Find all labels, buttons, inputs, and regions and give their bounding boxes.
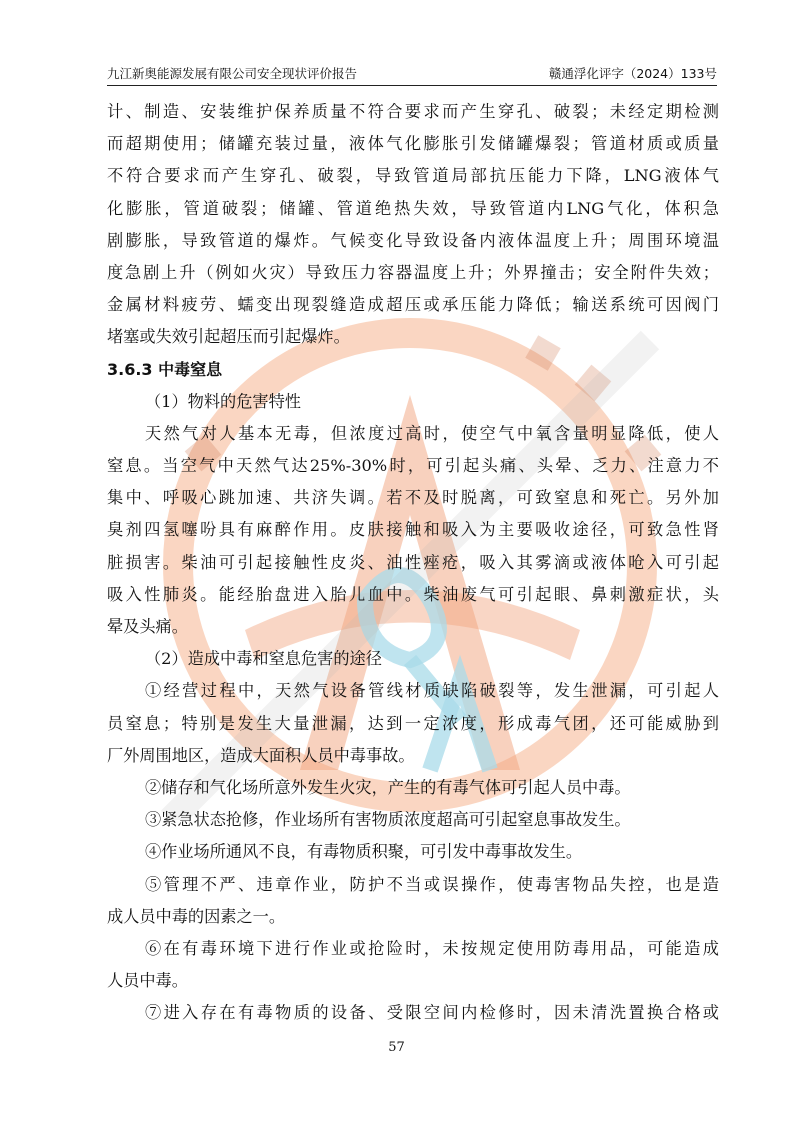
text-line: 剧膨胀，导致管道的爆炸。气候变化导致设备内液体温度上升；周围环境温 <box>107 230 719 250</box>
text-line: 天然气对人基本无毒，但浓度过高时，使空气中氧含量明显降低，使人 <box>145 423 719 443</box>
report-title: 九江新奥能源发展有限公司安全现状评价报告 <box>107 66 358 81</box>
section-heading: 3.6.3 中毒窒息 <box>107 359 223 379</box>
text-line: ⑦进入存在有毒物质的设备、受限空间内检修时，因未清洗置换合格或 <box>145 1003 719 1023</box>
text-line: ②储存和气化场所意外发生火灾，产生的有毒气体可引起人员中毒。 <box>145 777 631 797</box>
report-number: 赣通浮化评字（2024）133号 <box>548 66 717 81</box>
text-line: 臭剂四氢噻吩具有麻醉作用。皮肤接触和吸入为主要吸收途径，可致急性肾 <box>107 520 719 540</box>
text-line: 晕及头痛。 <box>107 617 188 636</box>
text-line: 吸入性肺炎。能经胎盘进入胎儿血中。柴油废气可引起眼、鼻刺激症状，头 <box>107 584 719 604</box>
text-line: ⑥在有毒环境下进行作业或抢险时，未按规定使用防毒用品，可能造成 <box>145 938 719 958</box>
page-header <box>107 63 717 86</box>
text-line: 金属材料疲劳、蠕变出现裂缝造成超压或承压能力降低；输送系统可因阀门 <box>107 295 719 315</box>
text-line: 计、制造、安装维护保养质量不符合要求而产生穿孔、破裂；未经定期检测 <box>107 102 719 121</box>
text-line: 堵塞或失效引起超压而引起爆炸。 <box>107 327 350 347</box>
text-line: 窒息。当空气中天然气达25%-30%时，可引起头痛、头晕、乏力、注意力不 <box>107 456 719 476</box>
text-line: ①经营过程中，天然气设备管线材质缺陷破裂等，发生泄漏，可引起人 <box>145 681 719 701</box>
text-line: ⑤管理不严、违章作业，防护不当或误操作，使毒害物品失控，也是造 <box>145 874 719 894</box>
text-line: （2）造成中毒和窒息危害的途径 <box>145 649 382 669</box>
text-line: 而超期使用；储罐充装过量，液体气化膨胀引发储罐爆裂；管道材质或质量 <box>107 134 719 154</box>
text-line: 成人员中毒的因素之一。 <box>107 906 286 926</box>
text-line: 集中、呼吸心跳加速、共济失调。若不及时脱离，可致窒息和死亡。另外加 <box>107 488 719 508</box>
body-text <box>107 96 719 1029</box>
text-line: 脏损害。柴油可引起接触性皮炎、油性痤疮，吸入其雾滴或液体呛入可引起 <box>107 552 719 572</box>
text-line: 厂外周围地区，造成大面积人员中毒事故。 <box>107 745 415 765</box>
text-line: （1）物料的危害特性 <box>145 391 301 411</box>
text-line: 不符合要求而产生穿孔、破裂，导致管道局部抗压能力下降，LNG液体气 <box>107 166 719 186</box>
text-line: 化膨胀，管道破裂；储罐、管道绝热失效，导致管道内LNG气化，体积急 <box>107 198 719 218</box>
text-line: ④作业场所通风不良，有毒物质积聚，可引发中毒事故发生。 <box>145 842 583 862</box>
text-line: 人员中毒。 <box>107 971 188 991</box>
text-line: 员窒息；特别是发生大量泄漏，达到一定浓度，形成毒气团，还可能威胁到 <box>107 713 719 733</box>
text-line: ③紧急状态抢修，作业场所有害物质浓度超高可引起窒息事故发生。 <box>145 810 631 830</box>
page-number: 57 <box>388 1040 405 1055</box>
text-line: 度急剧上升（例如火灾）导致压力容器温度上升；外界撞击；安全附件失效； <box>107 262 719 282</box>
